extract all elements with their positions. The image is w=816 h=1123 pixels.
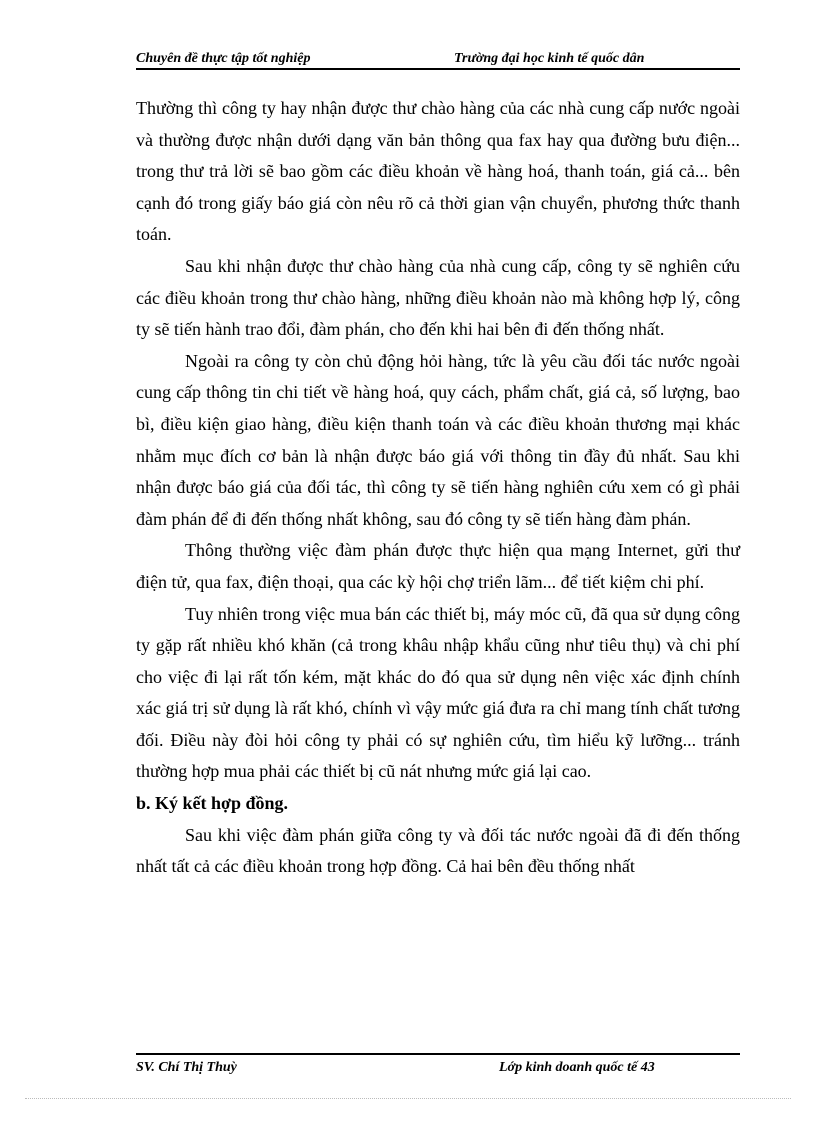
- footer-left-text: SV. Chí Thị Thuỳ: [136, 1060, 237, 1075]
- paragraph: Ngoài ra công ty còn chủ động hỏi hàng, tức là yêu cầu đối tác nước ngoài cung cấp thông tin chi tiết về hàng hoá, quy cách, phẩm chất, giá cả, số lượng, bao bì, điều kiện giao hàng, điều kiện thanh toán và các điều khoản thương mại khác nhằm mục đích cơ bản là nhận được báo giá với thông tin đầy đủ nhất. Sau khi nhận được báo giá của đối tác, thì công ty sẽ tiến hàng nghiên cứu xem có gì phải đàm phán để đi đến thống nhất không, sau đó công ty sẽ tiến hàng đàm phán.: [136, 350, 740, 529]
- header-right-text: Trường đại học kinh tế quốc dân: [454, 51, 645, 66]
- page-bottom-divider: [25, 1098, 791, 1099]
- paragraph: Thông thường việc đàm phán được thực hiện qua mạng Internet, gửi thư điện tử, qua fax, điện thoại, qua các kỳ hội chợ triển lãm... để tiết kiệm chi phí.: [136, 540, 740, 592]
- paragraph: Thường thì công ty hay nhận được thư chào hàng của các nhà cung cấp nước ngoài và thường được nhận dưới dạng văn bản thông qua fax hay qua đường bưu điện... trong thư trả lời sẽ bao gồm các điều khoản về hàng hoá, thanh toán, giá cả... bên cạnh đó trong giấy báo giá còn nêu rõ cả thời gian vận chuyển, phương thức thanh toán.: [136, 98, 740, 245]
- paragraph: Sau khi nhận được thư chào hàng của nhà cung cấp, công ty sẽ nghiên cứu các điều khoản trong thư chào hàng, những điều khoản nào mà không hợp lý, công ty sẽ tiến hành trao đổi, đàm phán, cho đến khi hai bên đi đến thống nhất.: [136, 255, 740, 340]
- paragraph: Tuy nhiên trong việc mua bán các thiết bị, máy móc cũ, đã qua sử dụng công ty gặp rất nhiều khó khăn (cả trong khâu nhập khẩu cũng như tiêu thụ) và chi phí cho việc đi lại rất tốn kém, mặt khác do đó qua sử dụng nên việc xác định chính xác giá trị sử dụng là rất khó, chính vì vậy mức giá đưa ra chỉ mang tính chất tương đối. Điều này đòi hỏi công ty phải có sự nghiên cứu, tìm hiểu kỹ lưỡng... tránh thường hợp mua phải các thiết bị cũ nát nhưng mức giá lại cao.: [136, 603, 740, 782]
- document-body: [136, 93, 740, 883]
- page-header: [136, 50, 740, 70]
- footer-right-text: Lớp kinh doanh quốc tế 43: [499, 1060, 655, 1075]
- header-left-text: Chuyên đề thực tập tốt nghiệp: [136, 51, 311, 66]
- page-footer: [136, 1053, 740, 1077]
- section-heading: b. Ký kết hợp đồng.: [136, 793, 289, 814]
- paragraph: Sau khi việc đàm phán giữa công ty và đối tác nước ngoài đã đi đến thống nhất tất cả các điều khoản trong hợp đồng. Cả hai bên đều thống nhất: [136, 824, 740, 877]
